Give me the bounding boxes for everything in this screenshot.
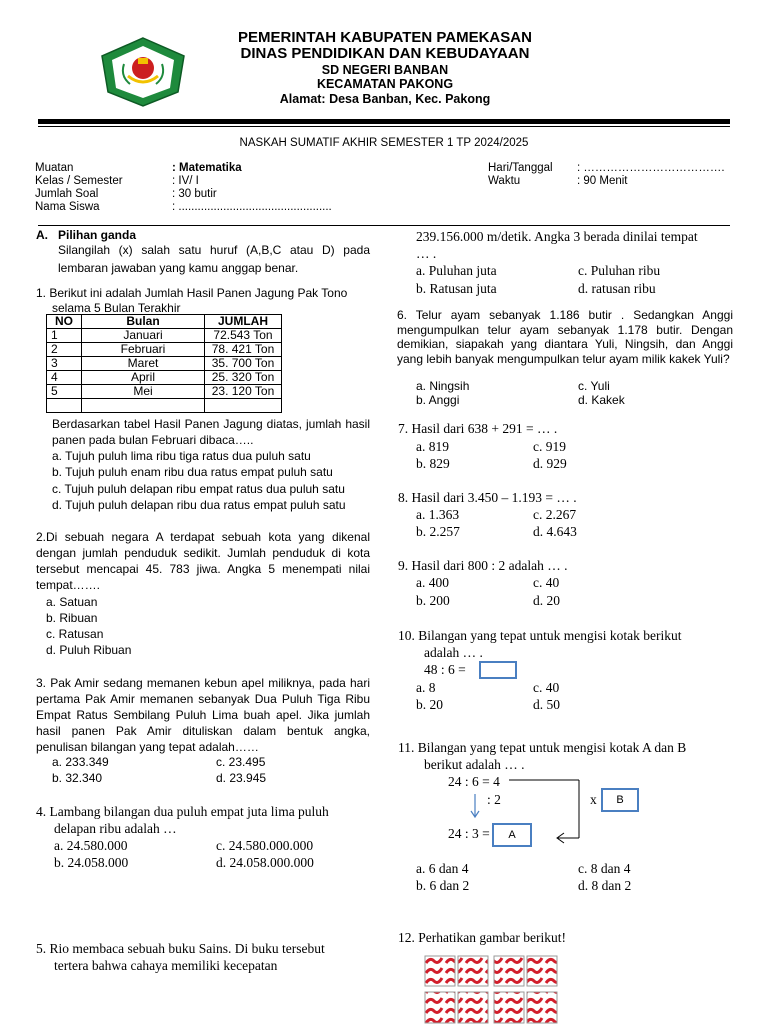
- q3-option-b[interactable]: b. 32.340: [52, 771, 103, 785]
- q5-text2: tertera bahwa cahaya memiliki kecepatan: [54, 958, 278, 973]
- q5-option-b[interactable]: b. Ratusan juta: [416, 281, 497, 296]
- q4-text1: 4. Lambang bilangan dua puluh empat juta lima puluh: [36, 804, 329, 819]
- q6-option-c[interactable]: c. Yuli: [578, 379, 610, 393]
- q10-answer-box: [479, 661, 517, 679]
- q2-option-a[interactable]: a. Satuan: [46, 595, 98, 609]
- header-divider-thin: [38, 126, 730, 127]
- q11-multiply: x: [590, 792, 597, 807]
- q5-cont1: 239.156.000 m/detik. Angka 3 berada dinilai tempat: [416, 229, 698, 244]
- table-row: 3 Maret 35. 700 Ton: [47, 357, 282, 371]
- q4-option-c[interactable]: c. 24.580.000.000: [216, 838, 314, 853]
- q7-option-d[interactable]: d. 929: [533, 456, 567, 471]
- q9-option-d[interactable]: d. 20: [533, 593, 560, 608]
- q10-option-a[interactable]: a. 8: [416, 680, 436, 695]
- info-values-right: : ………………………………. : 90 Menit: [577, 162, 725, 187]
- school-logo: [100, 36, 186, 108]
- q9-option-c[interactable]: c. 40: [533, 575, 560, 590]
- q8-option-d[interactable]: d. 4.643: [533, 524, 577, 539]
- q1-question: Berdasarkan tabel Hasil Panen Jagung diatas, jumlah hasil panen pada bulan Februari dibaca…..: [52, 417, 370, 447]
- q10-equation: 48 : 6 =: [424, 662, 466, 677]
- header-divider-thick: [38, 119, 730, 124]
- header-line2: DINAS PENDIDIKAN DAN KEBUDAYAAN: [240, 45, 530, 62]
- q3-option-c[interactable]: c. 23.495: [216, 755, 266, 769]
- q2-option-b[interactable]: b. Ribuan: [46, 611, 98, 625]
- q9-option-b[interactable]: b. 200: [416, 593, 450, 608]
- district-name: KECAMATAN PAKONG: [316, 77, 454, 91]
- q10-option-c[interactable]: c. 40: [533, 680, 560, 695]
- q4-option-b[interactable]: b. 24.058.000: [54, 855, 129, 870]
- q5-text1: 5. Rio membaca sebuah buku Sains. Di buku tersebut: [36, 941, 325, 956]
- q5-option-a[interactable]: a. Puluhan juta: [416, 263, 497, 278]
- q11-option-c[interactable]: c. 8 dan 4: [578, 861, 631, 876]
- q5-cont2: … .: [416, 246, 437, 261]
- header-line1: PEMERINTAH KABUPATEN PAMEKASAN: [238, 29, 532, 46]
- info-labels-right: Hari/Tanggal Waktu: [488, 162, 553, 187]
- q9-text: 9. Hasil dari 800 : 2 adalah … .: [398, 558, 568, 573]
- q8-option-a[interactable]: a. 1.363: [416, 507, 460, 522]
- q10-option-d[interactable]: d. 50: [533, 697, 560, 712]
- q12-text: 12. Perhatikan gambar berikut!: [398, 930, 566, 945]
- q6-option-b[interactable]: b. Anggi: [416, 393, 460, 407]
- q1-text2: selama 5 Bulan Terakhir: [52, 301, 181, 315]
- q11-text2: berikut adalah … .: [424, 757, 525, 772]
- school-name: SD NEGERI BANBAN: [321, 63, 449, 77]
- q1-text: 1. Berikut ini adalah Jumlah Hasil Panen Jagung Pak Tono: [36, 286, 348, 300]
- q4-text2: delapan ribu adalah …: [54, 821, 177, 836]
- q3-option-d[interactable]: d. 23.945: [216, 771, 267, 785]
- q7-text: 7. Hasil dari 638 + 291 = … .: [398, 421, 558, 436]
- table-header-row: NO Bulan JUMLAH: [47, 315, 282, 329]
- section-instruction: Silangilah (x) salah satu huruf (A,B,C atau D) pada lembaran jawaban yang kamu anggap benar.: [58, 243, 370, 275]
- q2-option-d[interactable]: d. Puluh Ribuan: [46, 643, 132, 657]
- q10-text1: 10. Bilangan yang tepat untuk mengisi kotak berikut: [398, 628, 682, 643]
- q10-text2: adalah … .: [424, 645, 483, 660]
- info-divider: [38, 225, 730, 226]
- table-row: 4 April 25. 320 Ton: [47, 371, 282, 385]
- q11-option-b[interactable]: b. 6 dan 2: [416, 878, 470, 893]
- table-row: 1 Januari 72.543 Ton: [47, 329, 282, 343]
- q7-option-b[interactable]: b. 829: [416, 456, 450, 471]
- q2-text: 2.Di sebuah negara A terdapat sebuah kota yang dikenal dengan jumlah penduduk sedikit. Jumlah penduduk di kota tersebut mencapai 45. 783 jiwa. Angka 5 menempati nilai tempat…….: [36, 530, 370, 592]
- q11-divisor: : 2: [487, 792, 501, 807]
- q11-box-b: B: [601, 788, 639, 812]
- q5-option-d[interactable]: d. ratusan ribu: [578, 281, 656, 296]
- q2-option-c[interactable]: c. Ratusan: [46, 627, 104, 641]
- q10-option-b[interactable]: b. 20: [416, 697, 443, 712]
- q11-option-a[interactable]: a. 6 dan 4: [416, 861, 469, 876]
- q1-option-d[interactable]: d. Tujuh puluh delapan ribu dua ratus empat puluh satu: [52, 498, 346, 512]
- q4-option-a[interactable]: a. 24.580.000: [54, 838, 128, 853]
- info-labels: Muatan Kelas / Semester Jumlah Soal Nama Siswa: [35, 162, 123, 213]
- q7-option-c[interactable]: c. 919: [533, 439, 566, 454]
- table-row: 5 Mei 23. 120 Ton: [47, 385, 282, 399]
- q7-option-a[interactable]: a. 819: [416, 439, 449, 454]
- school-address: Alamat: Desa Banban, Kec. Pakong: [279, 92, 491, 106]
- q11-equation2: 24 : 3 =: [448, 826, 490, 841]
- q1-harvest-table: [46, 314, 282, 413]
- info-values: : Matematika : IV/ I : 30 butir : ................................................: [172, 162, 332, 213]
- q11-option-d[interactable]: d. 8 dan 2: [578, 878, 632, 893]
- q4-option-d[interactable]: d. 24.058.000.000: [216, 855, 314, 870]
- q1-option-b[interactable]: b. Tujuh puluh enam ribu dua ratus empat puluh satu: [52, 465, 333, 479]
- q8-option-c[interactable]: c. 2.267: [533, 507, 577, 522]
- q3-text: 3. Pak Amir sedang memanen kebun apel miliknya, pada hari pertama Pak Amir memanen sebanyak Dua Puluh Tiga Ribu Empat Ratus Sembilang Puluh Lima buah apel. Jika jumlah hasil panen Pak Amir dituliskan dalam bentuk angka, penulisan bilangan yang tepat adalah……: [36, 676, 370, 754]
- q6-option-d[interactable]: d. Kakek: [578, 393, 625, 407]
- q6-text: 6. Telur ayam sebanyak 1.186 butir . Sedangkan Anggi mengumpulkan telur ayam sebanyak 1.178 butir. Dengan demikian, siapakah yang diantara Yuli, Ningsih, dan Anggi yang lebih banyak mengumpulkan telur ayam milik kakek Yuli?: [397, 308, 733, 366]
- q8-option-b[interactable]: b. 2.257: [416, 524, 460, 539]
- section-letter: A.: [36, 228, 48, 242]
- q5-option-c[interactable]: c. Puluhan ribu: [578, 263, 661, 278]
- q6-option-a[interactable]: a. Ningsih: [416, 379, 470, 393]
- section-title: Pilihan ganda: [58, 228, 137, 242]
- q1-option-a[interactable]: a. Tujuh puluh lima ribu tiga ratus dua puluh satu: [52, 449, 311, 463]
- q11-text1: 11. Bilangan yang tepat untuk mengisi kotak A dan B: [398, 740, 687, 755]
- q11-box-a: A: [492, 823, 532, 847]
- q12-picture-grid: [424, 955, 560, 1024]
- q9-option-a[interactable]: a. 400: [416, 575, 449, 590]
- table-row: 2 Februari 78. 421 Ton: [47, 343, 282, 357]
- q8-text: 8. Hasil dari 3.450 – 1.193 = … .: [398, 490, 577, 505]
- table-row: [47, 399, 282, 413]
- q3-option-a[interactable]: a. 233.349: [52, 755, 109, 769]
- q11-equation1: 24 : 6 = 4: [448, 774, 500, 789]
- q1-option-c[interactable]: c. Tujuh puluh delapan ribu empat ratus dua puluh satu: [52, 482, 345, 496]
- exam-title: NASKAH SUMATIF AKHIR SEMESTER 1 TP 2024/2025: [239, 137, 529, 149]
